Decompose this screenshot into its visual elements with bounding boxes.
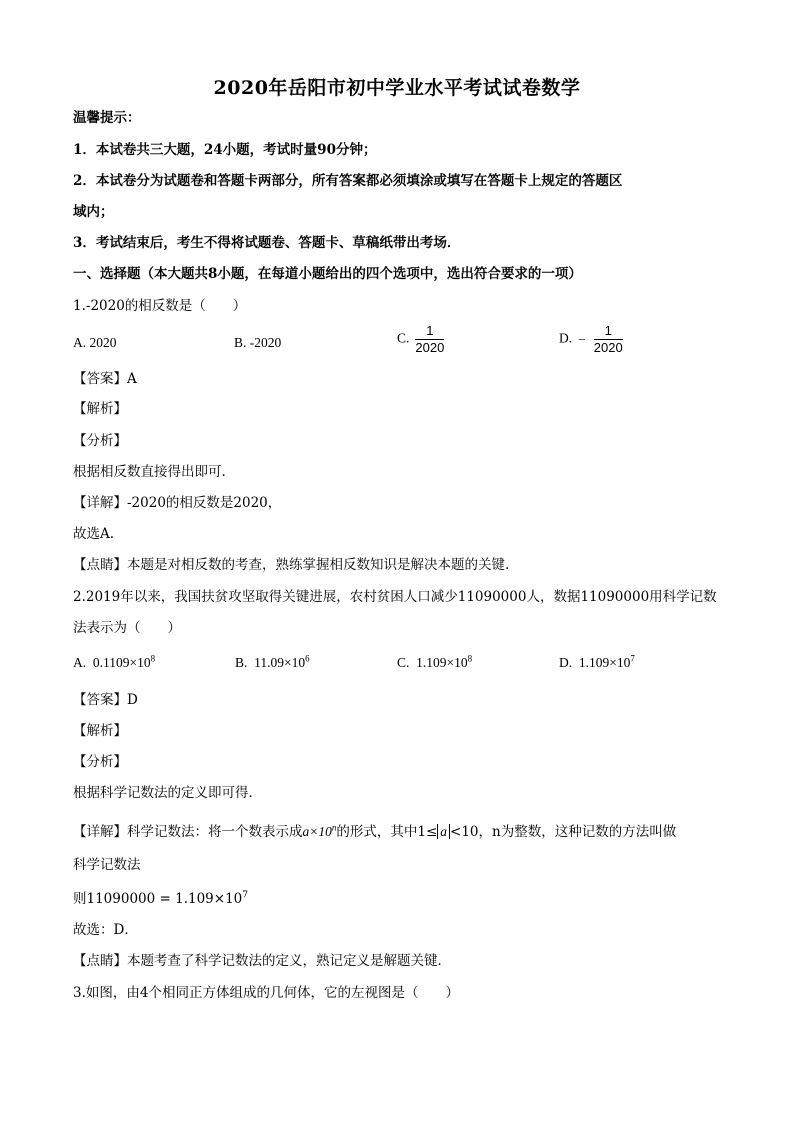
q2-fenxi: 根据科学记数法的定义即可得．: [73, 785, 262, 801]
q1-guxuan: 故选A.: [73, 526, 115, 542]
q2-option-b-base: 11.09×10: [254, 655, 306, 670]
q2-jiexi: 【解析】: [73, 723, 127, 739]
q1-options: [73, 323, 733, 363]
q1-option-d-denominator: 2020: [593, 340, 623, 355]
q2-option-d-base: 1.109×10: [578, 655, 631, 670]
q2-dianjing-text: 本题考查了科学记数法的定义，熟记定义是解题关键．: [127, 953, 451, 969]
q3-stem: 3.如图，由4个相同正方体组成的几何体，它的左视图是（ ）: [73, 985, 459, 1001]
q2-option-d-exp: 7: [630, 653, 635, 664]
q2-option-c: [397, 653, 472, 673]
q1-option-a: A. 2020: [73, 335, 117, 350]
q2-answer-tag: 【答案】: [73, 692, 127, 708]
q1-xiangjie: [73, 493, 734, 513]
q1-xiangjie-tag: 【详解】: [73, 495, 127, 511]
q2-option-a-exp: 8: [150, 653, 156, 664]
q2-ze: [73, 889, 734, 909]
q2-xiangjie-expr: a×10: [302, 824, 332, 839]
q2-option-d: [559, 653, 635, 673]
page-title: 2020年岳阳市初中学业水平考试试卷数学: [213, 77, 581, 99]
q2-option-b-exp: 6: [305, 653, 310, 664]
q2-option-a: [73, 653, 155, 673]
q2-xiangjie-text-c: <10，n为整数，这种记数的方法叫做: [450, 824, 677, 840]
q1-answer: [73, 369, 734, 389]
q1-option-b: B. -2020: [234, 335, 282, 350]
q1-option-c: [397, 323, 444, 356]
q2-option-a-base: 0.1109×10: [92, 655, 151, 670]
q2-option-a-letter: A.: [73, 655, 87, 670]
q1-option-c-denominator: 2020: [415, 340, 445, 355]
notice-item-2-cont: 域内；: [73, 204, 114, 220]
q2-xiangjie-abs: a: [437, 824, 450, 839]
q2-xiangjie-text-b: 的形式，其中1≤: [336, 824, 438, 840]
q2-stem-2: 法表示为（ ）: [73, 620, 181, 636]
q2-option-b: [235, 653, 310, 673]
q2-option-d-letter: D.: [559, 655, 573, 670]
notice-heading: 温馨提示：: [73, 110, 141, 126]
q2-xiangjie-text-a: 科学记数法：将一个数表示成: [127, 824, 303, 840]
notice-item-1: 1．本试卷共三大题，24小题，考试时量90分钟；: [73, 142, 377, 158]
q1-stem: 1.-2020的相反数是（ ）: [73, 298, 247, 314]
q2-option-b-letter: B.: [235, 655, 248, 670]
q2-stem-1: 2.2019年以来，我国扶贫攻坚取得关键进展，农村贫困人口减少11090000人，数据11090000用科学记数: [73, 589, 717, 605]
q2-xiangjie-tag: 【详解】: [73, 824, 127, 840]
q1-option-d-fraction: [594, 323, 623, 356]
notice-item-2: 2．本试卷分为试题卷和答题卡两部分，所有答案都必须填涂或填写在答题卡上规定的答题区: [73, 173, 623, 189]
q1-option-d: [559, 323, 623, 356]
notice-item-3: 3．考试结束后，考生不得将试题卷、答题卡、草稿纸带出考场．: [73, 235, 461, 251]
q1-option-c-numerator: 1: [415, 323, 444, 340]
q1-answer-value: A: [127, 371, 137, 387]
q1-option-d-letter: D.: [559, 330, 573, 346]
q2-option-c-exp: 8: [467, 653, 473, 664]
q2-xiangjie-expr-exp: n: [331, 822, 337, 833]
q1-jiexi: 【解析】: [73, 401, 127, 417]
q1-option-d-sign: −: [578, 331, 586, 347]
q1-fenxi-tag: 【分析】: [73, 433, 127, 449]
q1-dianjing-tag: 【点睛】: [73, 557, 127, 573]
q1-dianjing-text: 本题是对相反数的考查，熟练掌握相反数知识是解决本题的关键.: [127, 557, 510, 573]
q2-option-c-letter: C.: [397, 655, 410, 670]
q2-guxuan: 故选：D．: [73, 922, 138, 938]
q2-ze-text: 则11090000 = 1.109×10: [73, 891, 243, 907]
q2-option-c-base: 1.109×10: [416, 655, 468, 670]
q1-xiangjie-text: -2020的相反数是2020，: [127, 495, 282, 511]
q2-xiangjie-2: 科学记数法: [73, 857, 141, 873]
q2-dianjing-tag: 【点睛】: [73, 953, 127, 969]
q1-option-c-fraction: [415, 323, 444, 356]
q2-dianjing: [73, 951, 734, 971]
q1-option-d-numerator: 1: [594, 323, 623, 340]
q1-option-c-letter: C.: [397, 330, 410, 346]
q1-fenxi: 根据相反数直接得出即可.: [73, 464, 226, 480]
q2-ze-exp: 7: [242, 890, 248, 901]
q1-dianjing: [73, 555, 734, 575]
q1-answer-tag: 【答案】: [73, 371, 127, 387]
q2-options: [73, 653, 733, 693]
q2-fenxi-tag: 【分析】: [73, 754, 127, 770]
q2-xiangjie: [73, 822, 734, 842]
section-heading: 一、选择题（本大题共8小题，在每道小题给出的四个选项中，选出符合要求的一项）: [73, 266, 582, 282]
q2-answer: [73, 690, 734, 710]
q2-answer-value: D: [127, 692, 138, 708]
